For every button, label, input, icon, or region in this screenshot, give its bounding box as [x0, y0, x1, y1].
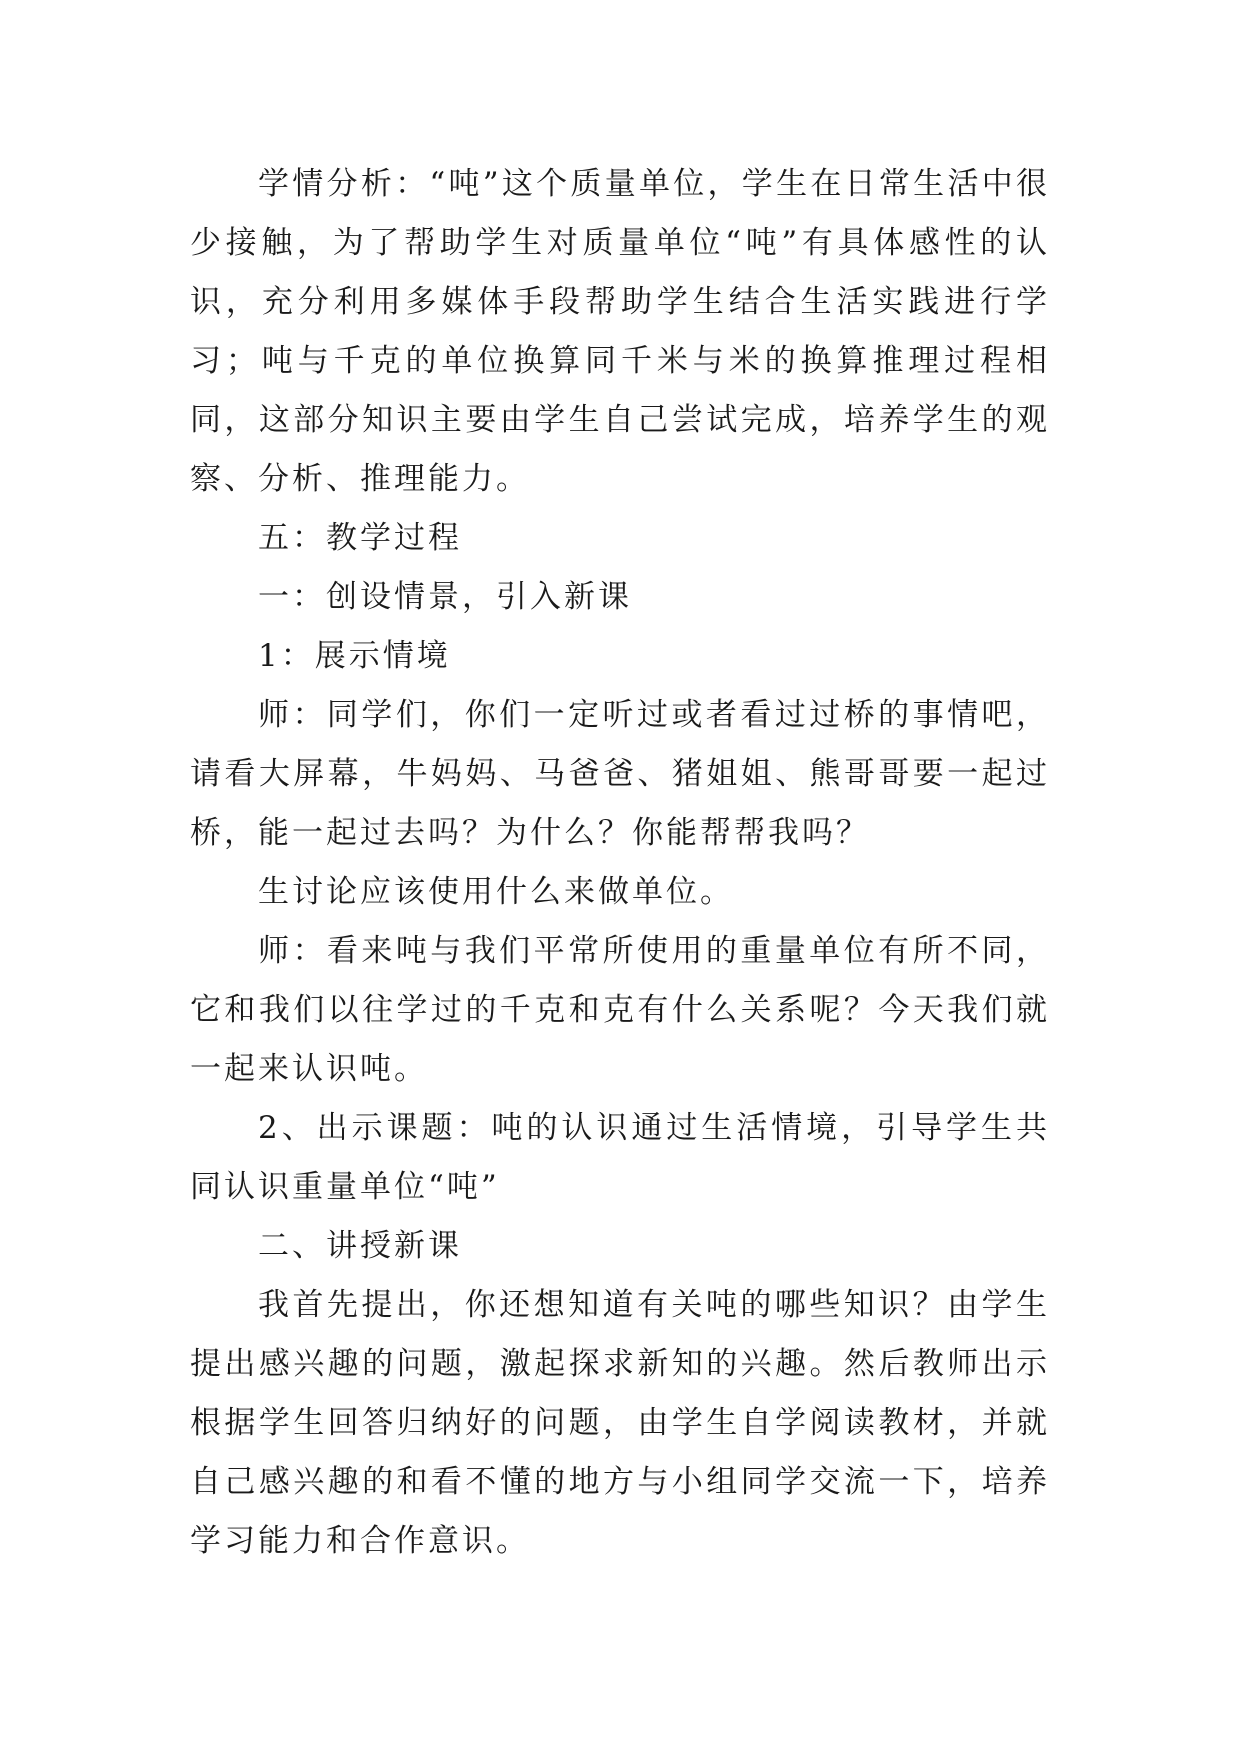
heading-new-lesson: 二、讲授新课 — [258, 1228, 462, 1264]
paragraph-show-topic: 2、出示课题：吨的认识通过生活情境，引导学生共同认识重量单位“吨” — [190, 1110, 1050, 1205]
heading-create-scenario: 一：创设情景，引入新课 — [258, 579, 632, 615]
heading-show-scenario: 1：展示情境 — [258, 638, 451, 674]
document-body — [190, 155, 1050, 1571]
paragraph-questions: 我首先提出，你还想知道有关吨的哪些知识？由学生提出感兴趣的问题，激起探求新知的兴趣。然后教师出示根据学生回答归纳好的问题，由学生自学阅读教材，并就自己感兴趣的和看不懂的地方与小组同学交流一下，培养学习能力和合作意识。 — [190, 1287, 1050, 1559]
heading-teaching-process: 五：教学过程 — [258, 520, 462, 556]
paragraph-teacher-bridge: 师：同学们，你们一定听过或者看过过桥的事情吧，请看大屏幕，牛妈妈、马爸爸、猪姐姐、熊哥哥要一起过桥，能一起过去吗？为什么？你能帮帮我吗？ — [190, 697, 1050, 851]
paragraph-teacher-ton: 师：看来吨与我们平常所使用的重量单位有所不同，它和我们以往学过的千克和克有什么关系呢？今天我们就一起来认识吨。 — [190, 933, 1050, 1087]
paragraph-learning-analysis: 学情分析：“吨”这个质量单位，学生在日常生活中很少接触，为了帮助学生对质量单位“吨”有具体感性的认识，充分利用多媒体手段帮助学生结合生活实践进行学习；吨与千克的单位换算同千米与米的换算推理过程相同，这部分知识主要由学生自己尝试完成，培养学生的观察、分析、推理能力。 — [190, 166, 1050, 497]
paragraph-student-discussion: 生讨论应该使用什么来做单位。 — [258, 874, 734, 910]
